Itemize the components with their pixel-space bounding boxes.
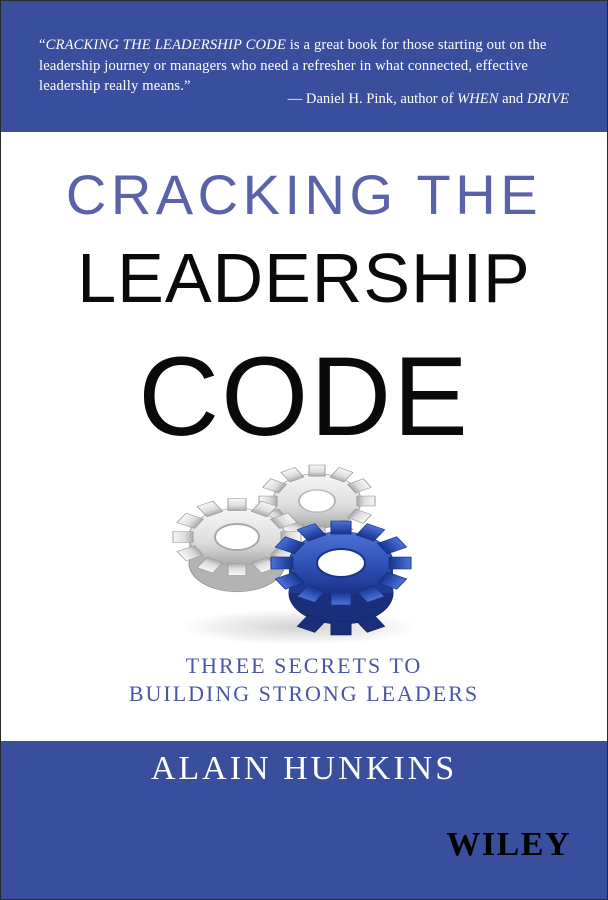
quote-line3: leadership really means.” xyxy=(39,78,191,94)
title-line-2: LEADERSHIP xyxy=(77,239,531,317)
quote-line2: leadership journey or managers who need a refresher in what connected, effective xyxy=(39,57,529,74)
attribution-and: and xyxy=(498,91,527,107)
subtitle-line-2: BUILDING STRONG LEADERS xyxy=(128,681,480,706)
attribution-prefix: — Daniel H. Pink, author of xyxy=(287,91,458,107)
endorsement-band xyxy=(1,1,607,132)
author-name: ALAIN HUNKINS xyxy=(150,750,458,787)
publisher-logo: WILEY xyxy=(446,826,571,863)
gears-illustration xyxy=(169,459,429,649)
author-band xyxy=(1,741,607,900)
endorsement-attribution xyxy=(288,91,569,108)
quote-line1-rest: is a great book for those starting out on the xyxy=(285,37,547,53)
title-line-1: CRACKING THE xyxy=(65,163,543,226)
quote-book-title: CRACKING THE LEADERSHIP CODE xyxy=(45,37,286,53)
quote-open-mark: “ xyxy=(39,37,46,53)
subtitle-line-1: THREE SECRETS TO xyxy=(185,653,423,678)
endorsement-quote xyxy=(39,35,579,97)
attribution-work-1: WHEN xyxy=(457,91,499,107)
attribution-work-2: DRIVE xyxy=(526,91,569,107)
title-line-3: CODE xyxy=(138,334,470,459)
